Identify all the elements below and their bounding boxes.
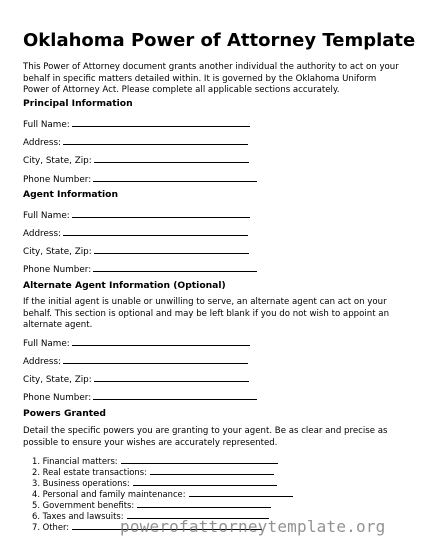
principal-heading: Principal Information [23,98,133,109]
principal-address-label: Address: [23,138,61,148]
alternate-phone-line[interactable] [93,390,257,400]
principal-city-label: City, State, Zip: [23,156,92,166]
principal-phone-field[interactable] [23,172,257,186]
agent-city-label: City, State, Zip: [23,247,92,257]
alternate-phone-field[interactable] [23,390,257,404]
alternate-address-field[interactable] [23,354,248,368]
power-item-label: 4. Personal and family maintenance: [32,489,186,499]
agent-phone-label: Phone Number: [23,265,92,275]
power-item-label: 2. Real estate transactions: [32,467,147,477]
powers-heading: Powers Granted [23,408,106,419]
alternate-city-label: City, State, Zip: [23,375,92,385]
alternate-full-name-label: Full Name: [23,339,70,349]
power-item-line[interactable] [121,455,278,464]
power-item-line[interactable] [137,499,271,508]
power-item-label: 3. Business operations: [32,478,130,488]
principal-city-field[interactable] [23,153,249,167]
alternate-heading: Alternate Agent Information (Optional) [23,280,226,291]
agent-address-line[interactable] [63,226,248,236]
agent-city-field[interactable] [23,244,249,258]
alternate-city-line[interactable] [94,372,249,382]
agent-address-field[interactable] [23,226,248,240]
principal-phone-label: Phone Number: [23,175,92,185]
principal-full-name-line[interactable] [72,117,250,127]
power-item-line[interactable] [133,477,277,486]
principal-full-name-field[interactable] [23,117,250,131]
alternate-city-field[interactable] [23,372,249,386]
principal-phone-line[interactable] [93,172,257,182]
principal-address-line[interactable] [63,135,248,145]
alternate-description: If the initial agent is unable or unwilling to serve, an alternate agent can act on your behalf. This section is optional and may be left blank if you do not wish to appoint an alternate agent. [23,297,390,330]
principal-address-field[interactable] [23,135,248,149]
powers-description: Detail the specific powers you are granting to your agent. Be as clear and precise as possible to ensure your wishes are accurately represented. [23,426,388,448]
agent-phone-field[interactable] [23,262,257,276]
alternate-full-name-field[interactable] [23,336,250,350]
agent-full-name-field[interactable] [23,208,250,222]
document-title: Oklahoma Power of Attorney Template [23,30,416,51]
power-item-label: 6. Taxes and lawsuits: [32,511,124,521]
agent-heading: Agent Information [23,189,119,200]
power-item-line[interactable] [150,466,274,475]
power-item-label: 7. Other: [32,522,70,532]
alternate-address-label: Address: [23,357,61,367]
agent-full-name-line[interactable] [72,208,250,218]
power-item-label: 1. Financial matters: [32,456,118,466]
intro-paragraph: This Power of Attorney document grants another individual the authority to act on your behalf in specific matters detailed within. It is governed by the Oklahoma Uniform Power of Attorney Act. Please complete all applicable sections accurately. [23,62,399,95]
agent-address-label: Address: [23,229,61,239]
alternate-phone-label: Phone Number: [23,393,92,403]
principal-full-name-label: Full Name: [23,120,70,130]
agent-phone-line[interactable] [93,262,257,272]
watermark: powerofattorneytemplate.org [120,517,386,536]
agent-full-name-label: Full Name: [23,211,70,221]
alternate-full-name-line[interactable] [72,336,250,346]
principal-city-line[interactable] [94,153,249,163]
power-item-label: 5. Government benefits: [32,500,135,510]
agent-city-line[interactable] [94,244,249,254]
power-item-line[interactable] [189,488,293,497]
alternate-address-line[interactable] [63,354,248,364]
